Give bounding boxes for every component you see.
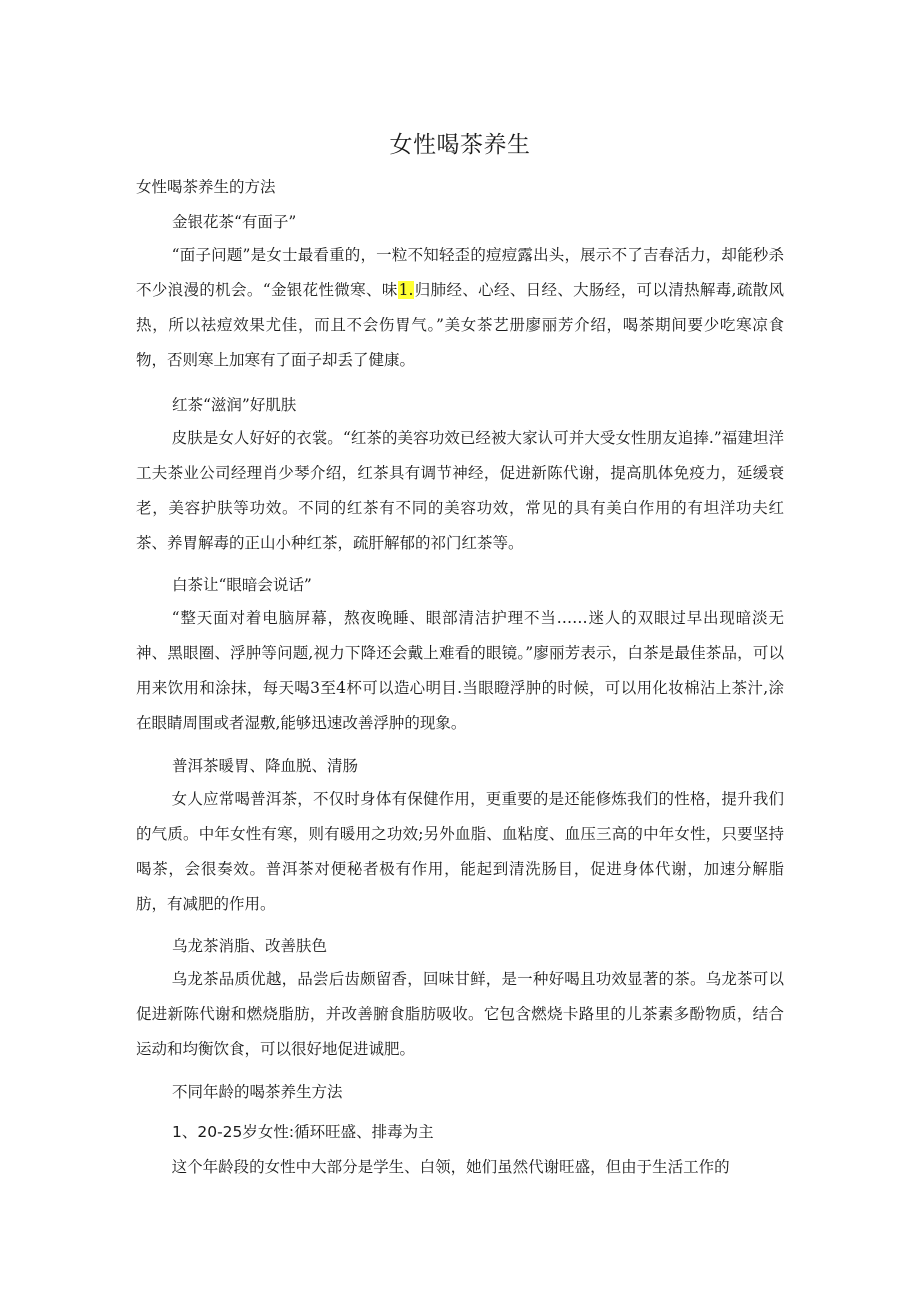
- section-heading-puer: 普洱茶暖胃、降血脱、清肠: [172, 757, 359, 775]
- section-paragraph-puer: 女人应常喝普洱茶，不仅时身体有保健作用，更重要的是还能修炼我们的性格，提升我们的气质。中年女性有寒，则有暖用之功效;另外血脂、血粘度、血压三高的中年女性，只要坚持喝茶，会很奏效。普洱茶对便秘者极有作用，能起到清洗肠目，促进身体代谢，加速分解脂肪，有减肥的作用。: [136, 790, 784, 913]
- section-heading-white-tea: 白茶让“眼暗会说话”: [172, 576, 312, 594]
- paragraph-text: 归肺经、心经、日经、大肠经，可以清热解毒,疏散风热，所以祛痘效果尤佳，而且不会伤胃气。”美女茶艺册廖丽芳介绍，喝茶期间要少吃寒凉食物，否则寒上加寒有了面子却丢了健康。: [136, 281, 784, 369]
- section-paragraph-oolong: 乌龙茶品质优越，品尝后齿颇留香，回味甘鲜，是一种好喝且功效显著的茶。乌龙茶可以促进新陈代谢和燃烧脂肪，并改善腑食脂肪吸收。它包含燃烧卡路里的儿茶素多酚物质，结合运动和均衡饮食，可以很好地促进诚肥。: [136, 970, 784, 1058]
- section-heading-black-tea: 红茶“滋润”好肌肤: [172, 396, 297, 414]
- section-paragraph-black-tea: 皮肤是女人好好的衣裳。“红茶的美容功效已经被大家认可并大受女性朋友追捧.”福建坦洋工夫茶业公司经理肖少琴介绍，红茶具有调节神经，促进新陈代谢，提高肌体免疫力，延缓衰老，美容护肤等功效。不同的红茶有不同的美容功效，常见的具有美白作用的有坦洋功夫红茶、养胃解毒的正山小种红茶，疏肝解郁的祁门红茶等。: [136, 429, 784, 552]
- age-section-heading: 不同年龄的喝茶养生方法: [172, 1083, 343, 1101]
- section-heading-honeysuckle: 金银花茶“有面子”: [172, 213, 297, 231]
- section-heading-oolong: 乌龙茶消脂、改善肤色: [172, 937, 328, 955]
- page-title: 女性喝茶养生: [389, 132, 531, 158]
- age-item-heading: 1、20-25岁女性:循环旺盛、排毒为主: [172, 1123, 434, 1141]
- age-paragraph: 这个年龄段的女性中大部分是学生、白领，她们虽然代谢旺盛，但由于生活工作的: [171, 1158, 730, 1176]
- section-paragraph-honeysuckle: [136, 238, 784, 378]
- highlighted-text: 1.: [398, 281, 414, 299]
- section-paragraph-white-tea: “整天面对着电脑屏幕，熬夜晚睡、眼部清洁护理不当……迷人的双眼过早出现暗淡无神、黑眼圈、浮肿等问题,视力下降还会戴上难看的眼镜。”廖丽芳表示，白茶是最佳茶品，可以用来饮用和涂抹，每天喝3至4杯可以造心明目.当眼瞪浮肿的时候，可以用化妆棉沾上茶汁,涂在眼睛周围或者湿敷,能够迅速改善浮肿的现象。: [136, 609, 784, 732]
- intro-subtitle: 女性喝茶养生的方法: [136, 178, 276, 196]
- paragraph-text: “面子问题”是女士最看重的，一粒不知轻歪的痘痘露出头，展示不了吉春活力，却能秒杀不少浪漫的机会。“金银花性微寒、味: [136, 246, 784, 299]
